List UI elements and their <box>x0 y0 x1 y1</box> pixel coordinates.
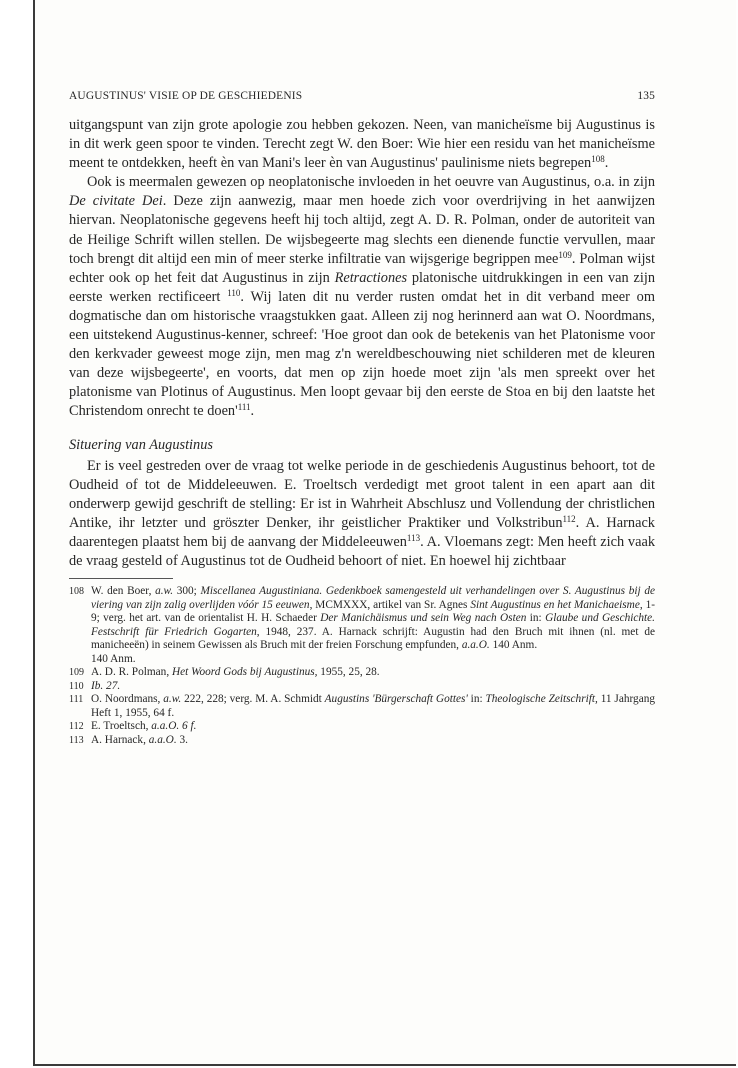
footnote-112 <box>69 720 655 734</box>
footnote-ref-108: 108 <box>591 154 605 165</box>
footnote-108 <box>69 585 655 666</box>
footnote-110 <box>69 680 655 694</box>
footnote-ref-110: 110 <box>227 287 241 298</box>
footnote-ref-113: 113 <box>406 532 421 543</box>
footnote-111 <box>69 693 655 720</box>
footnote-text: W. den Boer, a.w. 300; Miscellanea Augustiniana. Gedenkboek samengesteld uit verhandelingen over S. Augustinus bij de viering van zijn zalig overlijden vóór 15 eeuwen, MCMXXX, artikel van Sr. Agnes Sint Augustinus en het Manichaeisme, 1-9; verg. het art. van de orientalist H. H. Schaeder Der Manichäismus und sein Weg nach Osten in: Glaube und Geschichte. Festschrift für Friedrich Gogarten, 1948, 237. A. Harnack schrijft: Augustin had den Bruch mit ihnen (nl. met de manicheeën) in seinem Gewissen als Bruch mit der freien Forschung empfunden, a.a.O. 140 Anm. 140 Anm. <box>91 585 656 665</box>
footnote-text: A. D. R. Polman, Het Woord Gods bij Augustinus, 1955, 25, 28. <box>91 666 380 679</box>
page-number: 135 <box>637 90 655 102</box>
paragraph-1: uitgangspunt van zijn grote apologie zou hebben gekozen. Neen, van manicheïsme bij Augustinus is in dit werk geen spoor te vinden. Terecht zegt W. den Boer: Wie hier een residu van het manicheïsme meent te ontdekken, heeft èn van Mani's leer èn van Augustinus' paulinisme niets begrepen$^{108}$. <box>69 117 655 172</box>
footnote-ref-112: 112 <box>562 513 576 524</box>
footnote-number: 113 <box>69 734 84 746</box>
footnote-number: 110 <box>69 680 84 692</box>
running-title: AUGUSTINUS' VISIE OP DE GESCHIEDENIS <box>69 90 303 102</box>
footnote-number: 109 <box>69 667 84 679</box>
footnote-text: A. Harnack, a.a.O. 3. <box>91 733 188 746</box>
section-heading: Situering van Augustinus <box>69 436 213 453</box>
footnote-number: 111 <box>69 694 84 706</box>
footnote-ref-111: 111 <box>237 402 251 413</box>
footnote-ref-109: 109 <box>558 249 572 260</box>
footnotes <box>69 585 655 747</box>
footnote-number: 108 <box>69 586 84 598</box>
footnote-text: O. Noordmans, a.w. 222, 228; verg. M. A. Schmidt Augustins 'Bürgerschaft Gottes' in: Theologische Zeitschrift, 11 Jahrgang Heft 1, 1955, 64 f. <box>91 693 656 719</box>
paragraph-2: Ook is meermalen gewezen op neoplatonische invloeden in het oeuvre van Augustinus, o.a. in zijn De civitate Dei. Deze zijn aanwezig, maar men hoede zich voor overdrijving in het aanwijzen hiervan. Neoplatonische gegevens heeft hij toch altijd, zegt A. D. R. Polman, onder de autoriteit van de Heilige Schrift willen stellen. De wijsbegeerte mag slechts een dienende functie vervullen, maar toch brengt dit altijd een min of meer sterke infiltratie van wijsgerige begrippen mee$^{109}$. Polman wijst echter ook op het feit dat Augustinus in zijn Retractiones platonische uitdrukkingen in een van zijn eerste werken rectificeert $^{110}$. Wij laten dit nu verder rusten omdat het in dit verband meer om dogmatische dan om historische vraagstukken gaat. Alleen zij nog herinnerd aan wat O. Noordmans, een uitstekend Augustinus-kenner, schreef: 'Hoe groot dan ook de betekenis van het Platonisme voor den kerkvader geweest moge zijn, men mag z'n wereldbeschouwing niet schilderen met de kleuren van deze wijsbegeerte', en voorts, dat men op zijn hoede moet zijn 'als men spreekt over het platonisme van Plotinus of Augustinus. Men loopt gevaar bij den eerste de Stoa en bij den laatste het Christendom onrecht te $doen'^{111}$. <box>69 174 656 420</box>
paragraph-3: Er is veel gestreden over de vraag tot welke periode in de geschiedenis Augustinus behoort, tot de Oudheid of tot de Middeleeuwen. E. Troeltsch verdedigt met groot talent in een apart aan dit onderwerp gewijd geschrift de stelling: Er ist in Wahrheit Abschlusz und Vollendung der christlichen Antike, ihr letzter und gröszter Denker, ihr geistlicher Praktiker und Volkstribun$^{112}$. A. Harnack daarentegen plaatst hem bij de aanvang der Middeleeuwen$^{113}$. A. Vloemans zegt: Men heeft zich vaak de vraag gesteld of Augustinus tot de Oudheid behoort of niet. En hoewel hij zichtbaar <box>69 457 655 569</box>
page-content <box>69 90 655 747</box>
footnote-113 <box>69 734 655 748</box>
footnote-divider <box>69 578 173 579</box>
title-de-civitate-dei: De civitate Dei <box>69 193 163 210</box>
book-page <box>33 0 736 1066</box>
footnote-109 <box>69 666 655 680</box>
body-text <box>69 116 655 571</box>
footnote-text: E. Troeltsch, a.a.O. 6 f. <box>91 720 197 733</box>
footnote-number: 112 <box>69 721 84 733</box>
footnote-text: Ib. 27. <box>91 679 121 692</box>
running-header <box>69 90 655 102</box>
title-retractiones: Retractiones <box>334 269 408 286</box>
